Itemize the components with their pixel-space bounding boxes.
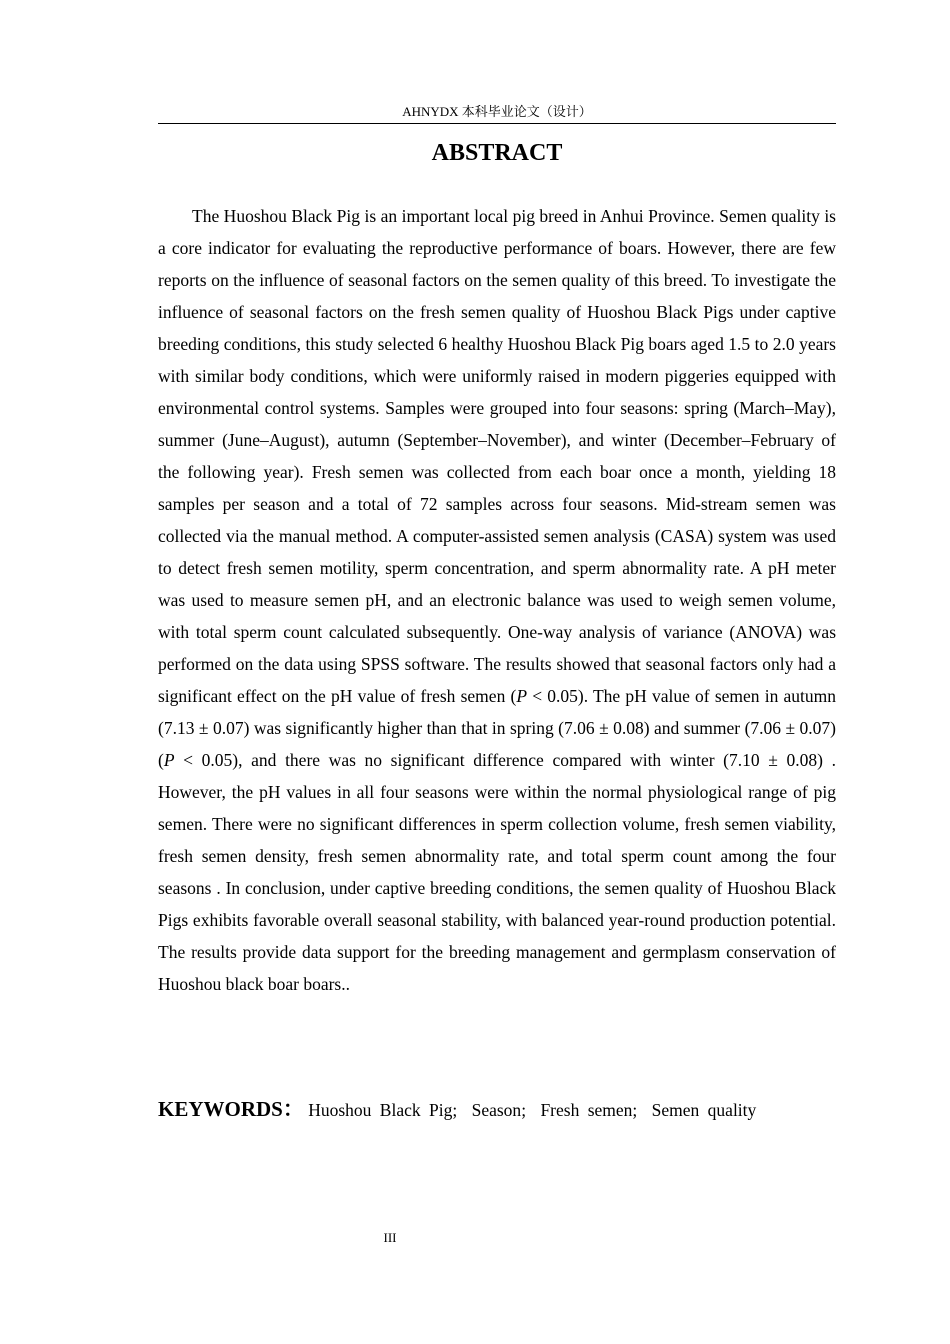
abstract-text-part-2: < 0.05). The pH value of semen in autumn (7.13 ± 0.07) was significantly higher than that in spring (7.06 ± 0.08) and summer (7.06 ± 0.07) ( <box>158 686 837 770</box>
p-symbol: P <box>163 750 175 770</box>
running-header: AHNYDX 本科毕业论文（设计） <box>402 104 592 119</box>
abstract-paragraph <box>158 200 836 1000</box>
keyword-separator: ; <box>632 1100 638 1120</box>
keyword-item: Season <box>471 1100 522 1120</box>
header-rule <box>158 123 836 124</box>
abstract-text-part-3: < 0.05), and there was no significant difference compared with winter (7.10 ± 0.08) . However, the pH values in all four seasons were within the normal physiological range of pig semen. There were no significant differences in sperm collection volume, fresh semen viability, fresh semen density, fresh semen abnormality rate, and total sperm count among the four seasons . In conclusion, under captive breeding conditions, the semen quality of Huoshou Black Pigs exhibits favorable overall seasonal stability, with balanced year-round production potential. The results provide data support for the breeding management and germplasm conservation of Huoshou black boar boars.. <box>158 750 836 994</box>
keyword-item: Huoshou Black Pig <box>308 1100 453 1120</box>
page-number: III <box>383 1230 397 1245</box>
p-symbol: P <box>516 686 528 706</box>
keyword-separator: ; <box>521 1100 527 1120</box>
abstract-text-part-1: The Huoshou Black Pig is an important local pig breed in Anhui Province. Semen quality is a core indicator for evaluating the reproductive performance of boars. However, there are few reports on the influence of seasonal factors on the semen quality of this breed. To investigate the influence of seasonal factors on the fresh semen quality of Huoshou Black Pigs under captive breeding conditions, this study selected 6 healthy Huoshou Black Pig boars aged 1.5 to 2.0 years with similar body conditions, which were uniformly raised in modern piggeries equipped with environmental control systems. Samples were grouped into four seasons: spring (March–May), summer (June–August), autumn (September–November), and winter (December–February of the following year). Fresh semen was collected from each boar once a month, yielding 18 samples per season and a total of 72 samples across four seasons. Mid-stream semen was collected via the manual method. A computer-assisted semen analysis (CASA) system was used to detect fresh semen motility, sperm concentration, and sperm abnormality rate. A pH meter was used to measure semen pH, and an electronic balance was used to weigh semen volume, with total sperm count calculated subsequently. One-way analysis of variance (ANOVA) was performed on the data using SPSS software. The results showed that seasonal factors only had a significant effect on the pH value of fresh semen ( <box>158 206 836 706</box>
keyword-item: Fresh semen <box>540 1100 633 1120</box>
keyword-separator: ; <box>452 1100 458 1120</box>
keywords-label: KEYWORDS： <box>158 1097 304 1121</box>
keywords-line <box>158 1093 836 1126</box>
keyword-item: Semen quality <box>651 1100 757 1120</box>
abstract-title: ABSTRACT <box>431 140 563 166</box>
